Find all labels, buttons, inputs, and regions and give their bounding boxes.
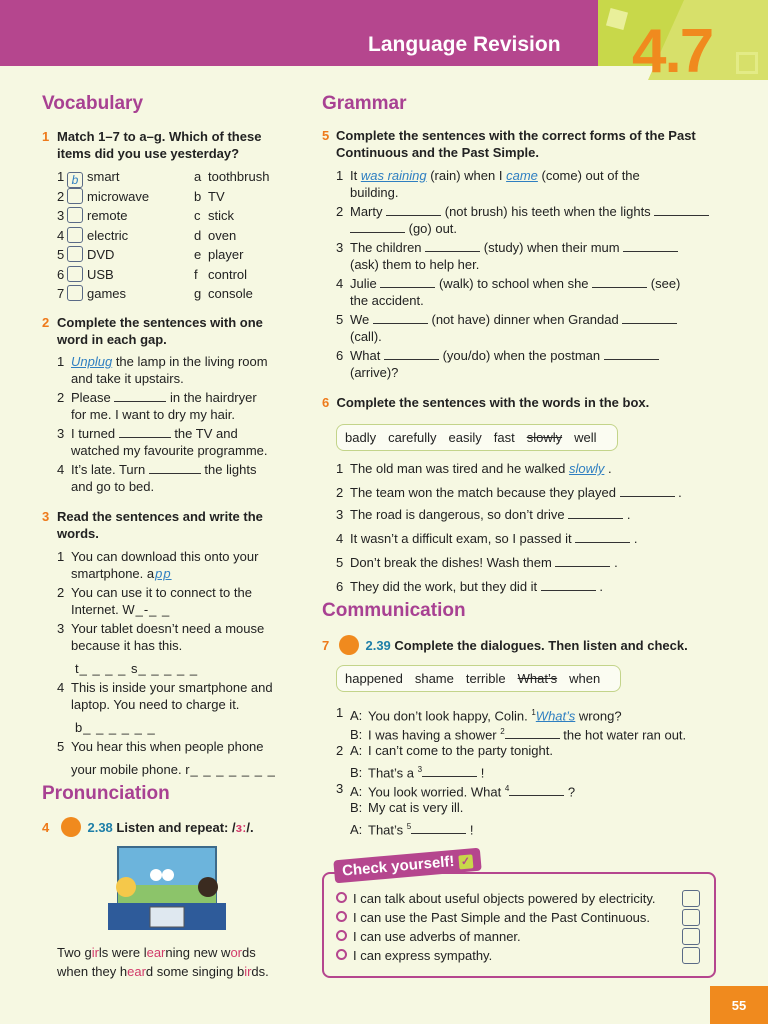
section-title-pronunciation: Pronunciation [42,783,170,804]
answer-checkbox[interactable] [67,266,83,282]
bullet-icon [336,949,347,960]
word-box-item: when [569,671,601,686]
answer-blank[interactable] [114,389,166,402]
check-item: I can talk about useful objects powered by electricity. [336,890,676,909]
word-box-6 [336,424,618,451]
check-yourself-list [336,890,676,966]
list-item: 5 We (not have) dinner when Grandad (call). [336,311,711,345]
list-item: 6 What (you/do) when the postman (arrive)? [336,347,711,381]
dialogue-line: 2 A: I can’t come to the party tonight. [336,743,553,758]
list-item: 1 b smart a toothbrush [57,169,270,187]
list-item: 2 You can use it to connect to the Internet. W_-_ _ [57,585,252,617]
answer-blank[interactable] [384,347,439,360]
decor-square [736,52,758,74]
list-item: 7 games g console [57,286,253,301]
list-item: 4 It’s late. Turn the lights and go to bed. [57,462,257,494]
check-item: I can use the Past Simple and the Past Continuous. [336,909,676,928]
exercise-5-list [336,167,711,383]
page-number: 55 [710,986,768,1024]
self-check-checkbox[interactable] [682,928,700,945]
answer-checkbox[interactable] [67,246,83,262]
answer-blank[interactable] [149,461,201,474]
list-item: 3 The road is dangerous, so don’t drive . [336,507,631,522]
word-box-7 [336,665,621,692]
answer-blank[interactable] [119,425,171,438]
answer-blank[interactable] [555,554,610,567]
bullet-icon [336,892,347,903]
speaker-icon[interactable] [61,817,81,837]
answer-checkbox[interactable] [67,207,83,223]
dialogue-line: A: That’s $^5$ ! [350,822,474,838]
children-window-illustration [108,845,226,930]
answer-blank[interactable] [604,347,659,360]
check-item: I can express sympathy. [336,947,676,966]
answer-blank[interactable] [425,239,480,252]
list-item: 1 It was raining (rain) when I came (come) out of the building. [336,168,640,200]
pronunciation-sentence-2: when they heard some singing birds. [57,964,269,979]
answer-blank[interactable] [422,764,477,777]
exercise-7-instruction: 7 2.39 Complete the dialogues. Then listen and check. [322,635,688,655]
bullet-icon [336,911,347,922]
list-item: 5 DVD e player [57,247,244,262]
section-title-communication: Communication [322,600,466,621]
exercise-3-instruction: 3 Read the sentences and write the words. [42,509,263,541]
word-box-item: well [574,430,597,445]
exercise-2-instruction: 2 Complete the sentences with one word in each gap. [42,315,263,347]
answer-checkbox[interactable] [67,227,83,243]
dialogue-line: B: My cat is very ill. [350,800,464,815]
answer-blank[interactable] [386,203,441,216]
answer-blank[interactable] [411,821,466,834]
word-box-item: easily [448,430,482,445]
speaker-icon[interactable] [339,635,359,655]
answer-checkbox[interactable] [67,188,83,204]
exercise-4-instruction: 4 2.38 Listen and repeat: /ɜː/. [42,817,254,837]
dialogue-line: 1 A: You don’t look happy, Colin. $^1$What’s wrong? [336,705,622,724]
list-item: 3 The children (study) when their mum (ask) them to help her. [336,239,711,273]
exercise-7-dialogues [336,704,711,837]
word-box-item: badly [345,430,377,445]
exercise-1-instruction: 1 Match 1–7 to a–g. Which of these items did you use yesterday? [42,129,262,161]
dialogue-line: B: I was having a shower $^2$ the hot water ran out. [350,727,687,743]
list-item: 4 Julie (walk) to school when she (see) the accident. [336,276,681,308]
self-check-checkbox[interactable] [682,909,700,926]
answer-blank[interactable] [622,311,677,324]
exercise-6-instruction: 6 Complete the sentences with the words in the box. [322,395,650,410]
list-item: 3 remote c stick [57,208,234,223]
answer-blank[interactable] [380,275,435,288]
check-yourself-title: Check yourself! ✓ [333,848,481,884]
answer-checkbox[interactable] [67,285,83,301]
list-item: 6 USB f control [57,266,248,282]
word-box-item: shame [414,671,454,686]
list-item: 3 I turned the TV and watched my favourite programme. [57,426,268,458]
list-item: 5 Don’t break the dishes! Wash them . [336,555,618,570]
answer-checkbox[interactable]: b [67,172,83,188]
answer-blank[interactable] [350,220,405,233]
answer-blank[interactable] [373,311,428,324]
dialogue-line: 3 A: You look worried. What $^4$ ? [336,781,576,800]
word-box-item: fast [493,430,515,445]
word-box-item: happened [345,671,403,686]
list-item: 4 It wasn’t a difficult exam, so I passed it . [336,531,638,546]
exercise-2-list [57,353,297,497]
word-box-item: slowly [526,430,563,445]
self-check-checkbox[interactable] [682,947,700,964]
check-icon: ✓ [458,854,473,869]
list-item: 3 Your tablet doesn’t need a mouse because it has this. t_ _ _ _ s_ _ _ _ _ [57,621,265,676]
answer-blank[interactable] [541,578,596,591]
self-check-checkbox[interactable] [682,890,700,907]
answer-blank[interactable] [568,506,623,519]
section-title-vocabulary: Vocabulary [42,93,144,114]
exercise-3-list [57,548,302,780]
answer-blank[interactable] [509,783,564,796]
section-title-grammar: Grammar [322,93,407,114]
lesson-title: Language Revision [368,33,561,56]
list-item: 2 Marty (not brush) his teeth when the lights (go) out. [336,203,711,237]
answer-blank[interactable] [575,530,630,543]
answer-blank[interactable] [620,484,675,497]
check-item: I can use adverbs of manner. [336,928,676,947]
list-item: 1 Unplug the lamp in the living room and take it upstairs. [57,354,268,386]
exercise-5-instruction: 5 Complete the sentences with the correct forms of the Past Continuous and the Past Simple. [322,128,696,160]
word-box-item: carefully [388,430,437,445]
bullet-icon [336,930,347,941]
word-box-item: terrible [465,671,506,686]
list-item: 4 This is inside your smartphone and laptop. You need to charge it. b_ _ _ _ _ _ [57,680,273,735]
list-item: 6 They did the work, but they did it . [336,579,604,594]
word-box-item: What’s [517,671,558,686]
dialogue-line: B: That’s a $^3$ ! [350,765,485,781]
answer-blank[interactable] [623,239,678,252]
list-item: 2 microwave b TV [57,188,225,204]
exercise-6-list [336,460,711,602]
list-item: 2 Please in the hairdryer for me. I want to dry my hair. [57,390,257,422]
list-item: 5 You hear this when people phone your mobile phone. r_ _ _ _ _ _ _ [57,739,276,777]
list-item: 2 The team won the match because they played . [336,485,682,500]
answer-blank[interactable] [654,203,709,216]
lesson-number: 4.7 [632,17,713,86]
pronunciation-sentence-1: Two girls were learning new words [57,945,256,960]
list-item: 1 You can download this onto your smartphone. app [57,549,259,581]
list-item: 1 The old man was tired and he walked slowly . [336,461,612,476]
list-item: 4 electric d oven [57,227,237,243]
answer-blank[interactable] [592,275,647,288]
answer-blank[interactable] [505,726,560,739]
exercise-1-list [57,168,307,305]
